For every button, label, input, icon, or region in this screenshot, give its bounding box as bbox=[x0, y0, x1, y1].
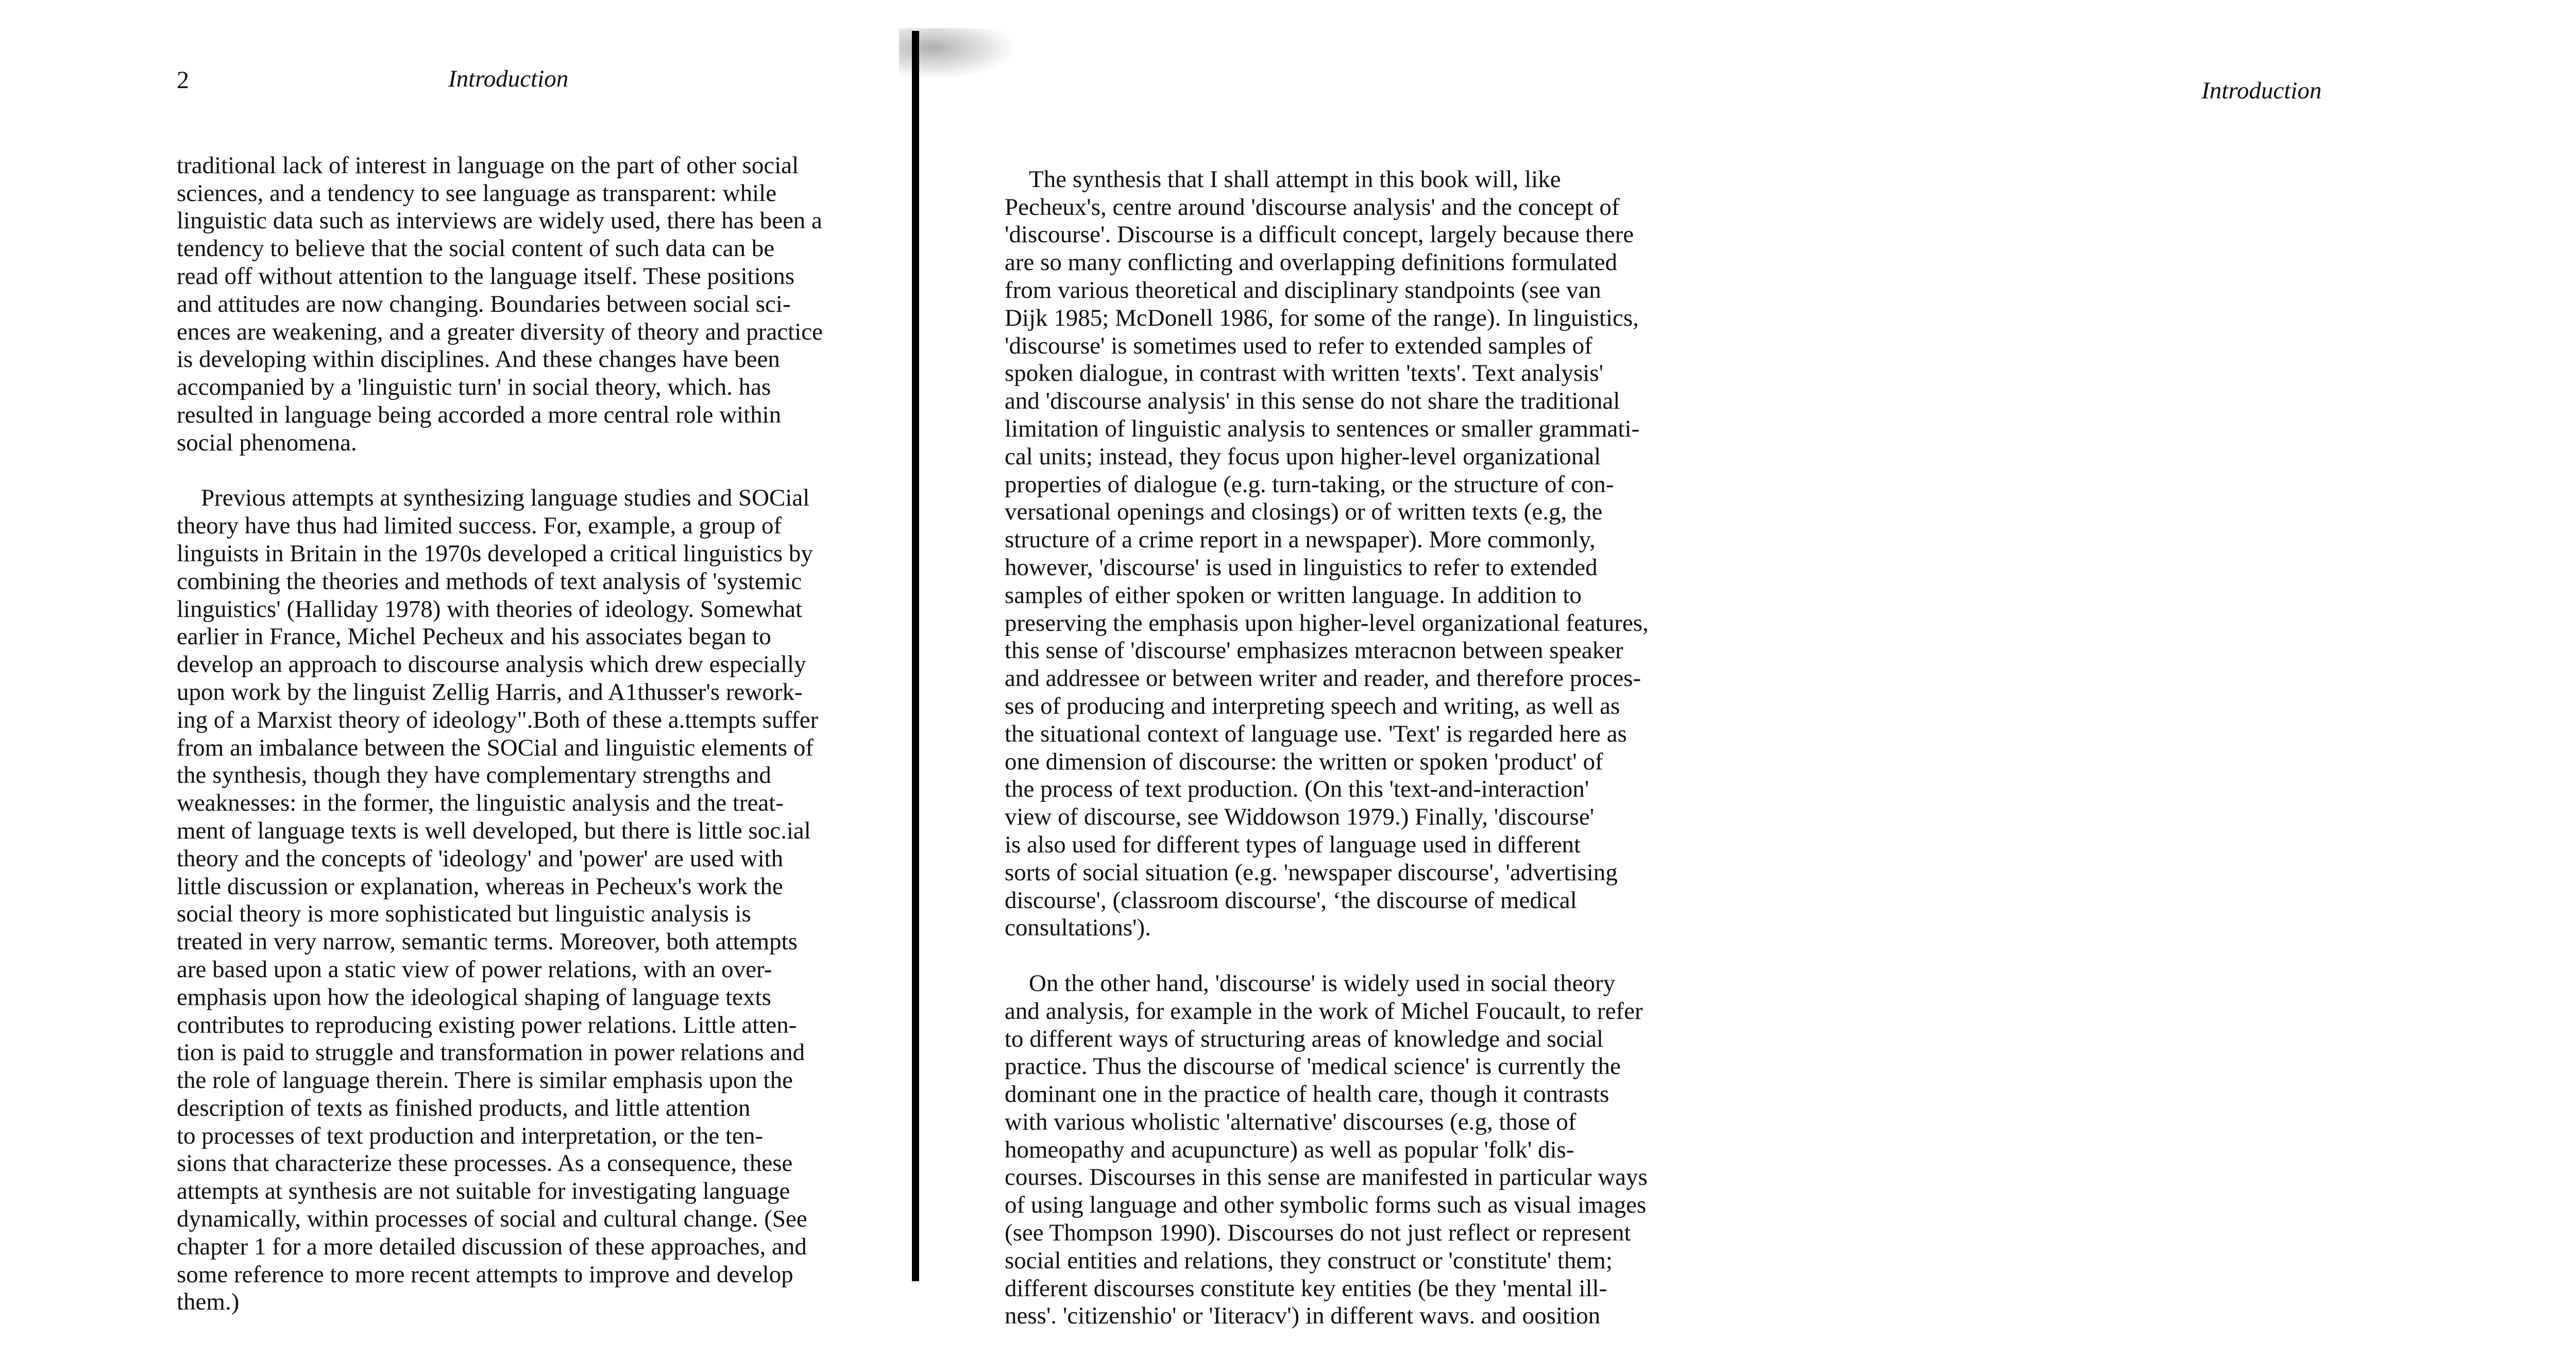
book-gutter-shadow bbox=[912, 31, 919, 1281]
right-paragraph-2: On the other hand, 'discourse' is widely used in social theory and analysis, for example in the work of Michel Foucault, to refer to different ways of structuring areas of knowledge and social practice. Thus the discourse of 'medical science' is currently the dominant one in the practice of health care, though it contrasts with various wholistic 'alternative' discourses (e.g, those of homeopathy and acupuncture) as well as popular 'folk' dis- courses. Discourses in this sense are manifested in particular ways of using language and other symbolic forms such as visual images (see Thompson 1990). Discourses do not just reflect or represent social entities and relations, they construct or 'constitute' them; different discourses constitute key entities (be they 'mental ill- ness'. 'citizenshio' or 'Iiteracv') in different wavs. and oosition bbox=[1005, 969, 1648, 1330]
right-running-head: Introduction bbox=[2201, 77, 2322, 104]
right-body-text bbox=[1005, 138, 1680, 1358]
left-body-text bbox=[177, 124, 851, 1344]
left-page-number: 2 bbox=[177, 66, 189, 94]
right-paragraph-1: The synthesis that I shall attempt in this book will, like Pecheux's, centre around 'discourse analysis' and the concept of 'discourse'. Discourse is a difficult concept, largely because there are so many conflicting and overlapping definitions formulated from various theoretical and disciplinary standpoints (see van Dijk 1985; McDonell 1986, for some of the range). In linguistics, 'discourse' is sometimes used to refer to extended samples of spoken dialogue, in contrast with written 'texts'. Text analysis' and 'discourse analysis' in this sense do not share the traditional limitation of linguistic analysis to sentences or smaller grammati- cal units; instead, they focus upon higher-level organizational properties of dialogue (e.g. turn-taking, or the structure of con- versational openings and closings) or of written texts (e.g, the structure of a crime report in a newspaper). More commonly, however, 'discourse' is used in linguistics to refer to extended samples of either spoken or written language. In addition to preserving the emphasis upon higher-level organizational features, this sense of 'discourse' emphasizes mteracnon between speaker and addressee or between writer and reader, and therefore proces- ses of producing and interpreting speech and writing, as well as the situational context of language use. 'Text' is regarded here as one dimension of discourse: the written or spoken 'product' of the process of text production. (On this 'text-and-interaction' view of discourse, see Widdowson 1979.) Finally, 'discourse' is also used for different types of language used in different sorts of social situation (e.g. 'newspaper discourse', 'advertising discourse', (classroom discourse', ‘the discourse of medical consultations'). bbox=[1005, 165, 1649, 942]
left-running-head: Introduction bbox=[448, 65, 569, 92]
left-paragraph-1: traditional lack of interest in language on the part of other social sciences, and a tendency to see language as transparent: while linguistic data such as interviews are widely used, there has been a tendency to believe that the social content of such data can be read off without attention to the language itself. These positions and attitudes are now changing. Boundaries between social sci- ences are weakening, and a greater diversity of theory and practice is developing within disciplines. And these changes have been accompanied by a 'linguistic turn' in social theory, which. has resulted in language being accorded a more central role within social phenomena. bbox=[177, 152, 823, 456]
left-page bbox=[0, 0, 907, 1316]
left-paragraph-2: Previous attempts at synthesizing language studies and SOCial theory have thus had limited success. For, example, a group of linguists in Britain in the 1970s developed a critical linguistics by combining the theories and methods of text analysis of 'systemic linguistics' (Halliday 1978) with theories of ideology. Somewhat earlier in France, Michel Pecheux and his associates began to develop an approach to discourse analysis which drew especially upon work by the linguist Zellig Harris, and A1thusser's rework- ing of a Marxist theory of ideology".Both of these a.ttempts suffer from an imbalance between the SOCial and linguistic elements of the synthesis, though they have complementary strengths and weaknesses: in the former, the linguistic analysis and the treat- ment of language texts is well developed, but there is little soc.ial theory and the concepts of 'ideology' and 'power' are used with little discussion or explanation, whereas in Pecheux's work the social theory is more sophisticated but linguistic analysis is treated in very narrow, semantic terms. Moreover, both attempts are based upon a static view of power relations, with an over- emphasis upon how the ideological shaping of language texts contributes to reproducing existing power relations. Little atten- tion is paid to struggle and transformation in power relations and the role of language therein. There is similar emphasis upon the description of texts as finished products, and little attention to processes of text production and interpretation, or the ten- sions that characterize these processes. As a consequence, these attempts at synthesis are not suitable for investigating language dynamically, within processes of social and cultural change. (See chapter 1 for a more detailed discussion of these approaches, and some reference to more recent attempts to improve and develop them.) bbox=[177, 484, 819, 1316]
